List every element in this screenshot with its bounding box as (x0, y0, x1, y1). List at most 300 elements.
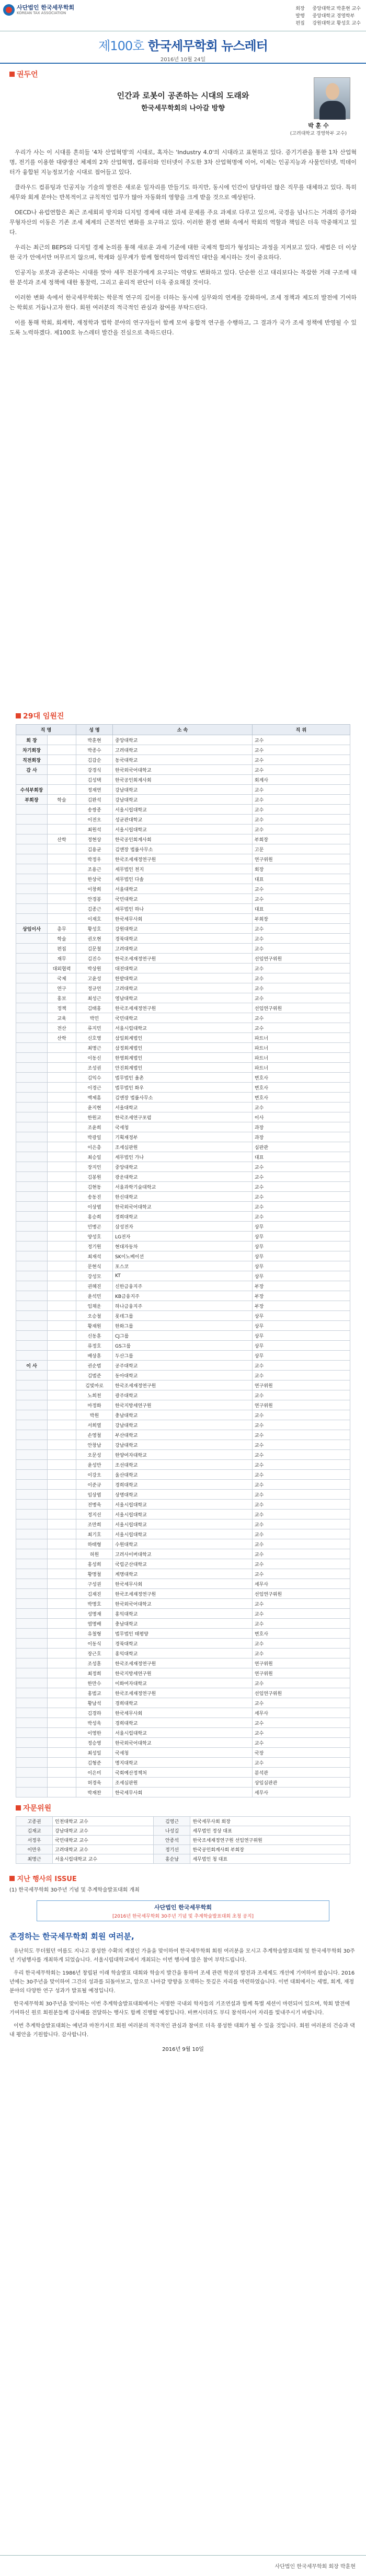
table-row (16, 1251, 350, 1261)
table-row (16, 785, 350, 795)
table-cell-pos (48, 1152, 76, 1162)
table-cell-org: 서울대학교 (113, 884, 253, 894)
table-cell-cat (16, 1658, 48, 1668)
table-cell-pos (48, 745, 76, 755)
table-cell-cat (16, 973, 48, 983)
table-cell-cat (16, 1390, 48, 1400)
table-cell-cat (16, 1698, 48, 1708)
table-cell-org: 국세청 (113, 1122, 253, 1132)
table-cell-org: 안진회계법인 (113, 1063, 253, 1073)
table-row (16, 1440, 350, 1450)
table-cell-pos (48, 1758, 76, 1768)
table-cell-cat (16, 1440, 48, 1450)
table-cell-rank: 부장 (252, 1291, 350, 1301)
table-cell-pos (48, 1331, 76, 1341)
table-row (16, 1826, 350, 1836)
table-cell-name: 고윤성 (76, 973, 113, 983)
table-cell-cat (16, 1430, 48, 1440)
table-cell-name: 윤석민 (76, 1291, 113, 1301)
table-cell-pos: 산학 (48, 1033, 76, 1043)
table-cell-name: 이상엽 (76, 1202, 113, 1212)
greeting-title: 인간과 로봇이 공존하는 시대의 도래와 (117, 91, 249, 100)
table-cell-pos (48, 1261, 76, 1271)
table-cell-cat (16, 1132, 48, 1142)
table-cell-pos (48, 1232, 76, 1241)
table-cell-rank: 파트너 (252, 1053, 350, 1063)
advisor-cell-a: 고종권 (16, 1817, 53, 1826)
table-cell-pos (48, 1510, 76, 1519)
table-row (16, 1559, 350, 1569)
table-cell-cat (16, 904, 48, 914)
table-cell-cat (16, 1450, 48, 1460)
table-row (16, 1768, 350, 1778)
table-cell-org: 두산그룹 (113, 1351, 253, 1361)
table-cell-cat (16, 884, 48, 894)
table-row (16, 1212, 350, 1222)
table-cell-name: 장지인 (76, 1162, 113, 1172)
table-cell-name: 조용근 (76, 864, 113, 874)
table-cell-cat (16, 1073, 48, 1083)
table-row (16, 1678, 350, 1688)
table-cell-name: 윤지현 (76, 1103, 113, 1112)
table-cell-cat (16, 1192, 48, 1202)
table-cell-pos (48, 874, 76, 884)
table-cell-name: 김범준 (76, 1371, 113, 1380)
table-cell-name: 김익수 (76, 1073, 113, 1083)
table-cell-rank: 교수 (252, 1549, 350, 1559)
table-cell-cat (16, 1619, 48, 1629)
table-cell-cat (16, 1043, 48, 1053)
table-cell-pos (48, 1093, 76, 1103)
info-key: 회장 (295, 6, 305, 11)
table-cell-cat (16, 1728, 48, 1738)
info-value: 강원대학교 황성호 교수 (312, 21, 361, 26)
table-cell-cat (16, 1539, 48, 1549)
table-row (16, 1629, 350, 1639)
table-cell-org: 명지대학교 (113, 1758, 253, 1768)
table-row (16, 1460, 350, 1470)
table-cell-name: 정지선 (76, 1510, 113, 1519)
section-label (16, 711, 350, 721)
table-cell-rank: 상무 (252, 1311, 350, 1321)
table-cell-name: 이동신 (76, 1053, 113, 1063)
table-cell-rank: 교수 (252, 1738, 350, 1748)
table-cell-pos (48, 1708, 76, 1718)
table-cell-name: 민병곤 (76, 1222, 113, 1232)
table-row (16, 1708, 350, 1718)
officers-table (16, 724, 350, 1797)
table-cell-name: 이동식 (76, 1639, 113, 1649)
table-cell-pos (48, 1658, 76, 1668)
table-cell-name: 정현상 (76, 834, 113, 844)
table-cell-cat (16, 775, 48, 785)
table-row (16, 993, 350, 1003)
table-cell-rank: 고문 (252, 844, 350, 854)
table-cell-cat (16, 1678, 48, 1688)
table-cell-org: 기획재정부 (113, 1132, 253, 1142)
notice-label (9, 1873, 357, 1883)
table-row (16, 1063, 350, 1073)
advisors-label: 자문위원 (23, 1804, 52, 1813)
greeting-paragraph: OECD나 유럽연합은 최근 조세회피 방지와 디지털 경제에 대한 과세 문제를 주요 과제로 다루고 있으며, 국경을 넘나드는 거래의 증가와 무형자산의 이동은 기존 조세 체계의 근본적인 변화를 요구하고 있다. 이러한 환경 변화 속에서 학회의 역할과 책임은 더욱 막중해지고 있다. (9, 209, 357, 236)
advisor-cell-b: 김영근 (154, 1817, 190, 1826)
table-cell-pos (48, 1410, 76, 1420)
table-cell-pos (48, 1500, 76, 1510)
table-cell-pos (48, 1639, 76, 1649)
table-row (16, 1589, 350, 1599)
advisor-cell-bo: 한국세무사회 회장 (190, 1817, 350, 1826)
table-cell-rank: 회장 (252, 864, 350, 874)
table-cell-name: 최재석 (76, 1251, 113, 1261)
table-cell-pos (48, 1182, 76, 1192)
table-cell-pos (48, 1390, 76, 1400)
table-cell-pos (48, 1311, 76, 1321)
table-cell-rank: 교수 (252, 1559, 350, 1569)
table-cell-cat (16, 874, 48, 884)
advisor-cell-a: 서정우 (16, 1836, 53, 1845)
table-cell-name: 박광일 (76, 1132, 113, 1142)
table-cell-rank: 교수 (252, 1192, 350, 1202)
greeting-paragraph: 이러한 변화 속에서 한국세무학회는 학문적 연구의 깊이를 더하는 동시에 실무와의 연계를 강화하여, 조세 정책과 제도의 발전에 기여하는 학회로 거듭나고자 한다. 회원 여러분의 적극적인 관심과 참여를 부탁드린다. (9, 294, 357, 311)
table-row (16, 1539, 350, 1549)
table-cell-org: 서울시립대학교 (113, 825, 253, 834)
table-cell-cat (16, 1232, 48, 1241)
table-cell-pos: 홍보 (48, 993, 76, 1003)
table-cell-rank: 심판관 (252, 1142, 350, 1152)
table-cell-name: 박재찬 (76, 1788, 113, 1797)
table-cell-name: 정규언 (76, 983, 113, 993)
table-cell-pos (48, 1301, 76, 1311)
table-cell-name: 송동진 (76, 1192, 113, 1202)
advisor-cell-a: 김재교 (16, 1826, 53, 1836)
author-name: 박 훈 수 (308, 122, 329, 129)
table-row (16, 1649, 350, 1658)
table-cell-rank: 세무사 (252, 1788, 350, 1797)
table-cell-pos (48, 1212, 76, 1222)
table-cell-org: 홍익대학교 (113, 1649, 253, 1658)
table-cell-name: 김성택 (76, 775, 113, 785)
table-cell-pos (48, 1251, 76, 1261)
table-cell-org: 서울시립대학교 (113, 1728, 253, 1738)
table-cell-org: 삼정회계법인 (113, 1043, 253, 1053)
table-row (16, 1758, 350, 1768)
table-cell-org: 조세심판원 (113, 1778, 253, 1788)
table-cell-rank: 연구위원 (252, 1658, 350, 1668)
table-cell-pos (48, 1142, 76, 1152)
table-cell-name: 김형준 (76, 1758, 113, 1768)
table-cell-rank: 연구위원 (252, 1668, 350, 1678)
table-cell-pos (48, 1202, 76, 1212)
info-key: 발행 (295, 14, 305, 19)
table-cell-rank: 연구위원 (252, 854, 350, 864)
table-row (16, 1351, 350, 1361)
table-cell-name: 이전오 (76, 815, 113, 825)
table-cell-rank: 교수 (252, 1202, 350, 1212)
table-cell-pos (48, 775, 76, 785)
table-cell-org: 영남대학교 (113, 993, 253, 1003)
table-cell-name: 염명배 (76, 1619, 113, 1629)
table-row (16, 973, 350, 983)
table-cell-pos (48, 1579, 76, 1589)
table-row (16, 1529, 350, 1539)
table-cell-org: 한국세무사회 (113, 1579, 253, 1589)
table-cell-rank: 교수 (252, 745, 350, 755)
author-credit (284, 121, 352, 136)
table-cell-cat (16, 1460, 48, 1470)
table-row (16, 884, 350, 894)
table-cell-name: 노희천 (76, 1390, 113, 1400)
table-cell-pos: 연구 (48, 983, 76, 993)
table-cell-org: 충남대학교 (113, 1619, 253, 1629)
table-cell-name: 한상국 (76, 874, 113, 884)
table-cell-rank: 부장 (252, 1281, 350, 1291)
table-cell-cat (16, 1172, 48, 1182)
table-cell-pos: 학술 (48, 795, 76, 805)
table-row (16, 914, 350, 924)
table-cell-org: 경북대학교 (113, 934, 253, 944)
table-cell-pos (48, 735, 76, 745)
table-cell-rank: 파트너 (252, 1063, 350, 1073)
table-cell-org: KB금융지주 (113, 1291, 253, 1301)
table-cell-org: 대전대학교 (113, 964, 253, 973)
table-row (16, 1658, 350, 1668)
table-cell-pos (48, 1073, 76, 1083)
table-row (16, 1519, 350, 1529)
table-cell-org: 한신대학교 (113, 1192, 253, 1202)
table-row (16, 1698, 350, 1708)
table-cell-pos (48, 1450, 76, 1460)
table-cell-name: 박원 (76, 1410, 113, 1420)
table-row (16, 1261, 350, 1271)
table-cell-pos (48, 1549, 76, 1559)
table-cell-pos: 학술 (48, 934, 76, 944)
table-cell-name: 허원 (76, 1549, 113, 1559)
notice-label-text: 지난 행사의 ISSUE (17, 1875, 77, 1883)
table-cell-cat (16, 1758, 48, 1768)
table-cell-cat (16, 1519, 48, 1529)
table-cell-cat (16, 1609, 48, 1619)
table-cell-name: 허경욱 (76, 1778, 113, 1788)
table-cell-org: 삼일회계법인 (113, 1033, 253, 1043)
table-cell-org: 한국외국어대학교 (113, 765, 253, 775)
table-cell-pos: 총무 (48, 924, 76, 934)
table-cell-pos (48, 1668, 76, 1678)
table-cell-name: 박민 (76, 1013, 113, 1023)
notice-section (0, 1864, 366, 2052)
table-cell-cat (16, 1023, 48, 1033)
table-cell-org: 서울시립대학교 (113, 805, 253, 815)
table-cell-rank: 부회장 (252, 914, 350, 924)
table-cell-name: 최성근 (76, 993, 113, 1003)
table-row (16, 904, 350, 914)
table-cell-name: 박정우 (76, 854, 113, 864)
table-cell-name: 박상원 (76, 964, 113, 973)
table-cell-cat (16, 1668, 48, 1678)
table-row (16, 1192, 350, 1202)
table-row (16, 1152, 350, 1162)
advisor-cell-ao: 국민대학교 교수 (53, 1836, 154, 1845)
table-cell-name: 류지민 (76, 1023, 113, 1033)
table-cell-cat (16, 1291, 48, 1301)
table-cell-name: 조성훈 (76, 1658, 113, 1668)
table-row (16, 1033, 350, 1043)
table-cell-pos (48, 864, 76, 874)
table-row (16, 1291, 350, 1301)
table-cell-org: 한국조세재정연구원 (113, 1380, 253, 1390)
table-cell-rank: 과장 (252, 1132, 350, 1142)
table-cell-cat (16, 964, 48, 973)
table-cell-cat (16, 1251, 48, 1261)
table-cell-org: 고려대학교 (113, 745, 253, 755)
table-cell-cat (16, 1003, 48, 1013)
table-cell-cat (16, 1470, 48, 1480)
table-cell-rank: 연구위원 (252, 1380, 350, 1390)
table-row (16, 1549, 350, 1559)
table-cell-pos (48, 1321, 76, 1331)
table-row (16, 1371, 350, 1380)
table-row (16, 1321, 350, 1331)
table-cell-rank: 교수 (252, 1440, 350, 1450)
table-cell-pos: 재무 (48, 954, 76, 964)
table-cell-name: 황명철 (76, 1569, 113, 1579)
table-cell-org: 강남대학교 (113, 785, 253, 795)
table-cell-cat (16, 1549, 48, 1559)
table-cell-org: 공주대학교 (113, 1361, 253, 1371)
table-cell-pos (48, 1698, 76, 1708)
table-cell-cat (16, 1569, 48, 1579)
table-row (16, 1639, 350, 1649)
table-row (16, 874, 350, 884)
table-cell-pos (48, 1132, 76, 1142)
table-cell-rank: 교수 (252, 993, 350, 1003)
notice-paragraph: 이번 추계학술발표대회는 예년과 마찬가지로 회원 여러분의 적극적인 관심과 참여로 더욱 풍성한 대회가 될 수 있을 것입니다. 회원 여러분의 건승과 댁내 평안을 기원합니다. 감사합니다. (9, 2023, 355, 2038)
table-cell-org: 한국외국어대학교 (113, 1738, 253, 1748)
table-cell-org: 세무법인 하나 (113, 904, 253, 914)
table-cell-org: 한국지방세연구원 (113, 1668, 253, 1678)
table-cell-name: 최승일 (76, 1152, 113, 1162)
table-cell-name: 정승영 (76, 1738, 113, 1748)
table-cell-cat (16, 993, 48, 1003)
table-cell-pos (48, 1271, 76, 1281)
table-cell-cat (16, 1063, 48, 1073)
author-portrait (314, 77, 350, 119)
table-row (16, 844, 350, 854)
table-cell-rank: 부회장 (252, 834, 350, 844)
table-cell-org: 한국세무사회 (113, 1708, 253, 1718)
table-cell-name: 전병욱 (76, 1500, 113, 1510)
table-cell-name: 김완석 (76, 795, 113, 805)
table-cell-cat (16, 1142, 48, 1152)
table-cell-org: 한화그룹 (113, 1321, 253, 1331)
table-cell-pos (48, 1063, 76, 1073)
table-cell-cat (16, 1182, 48, 1192)
table-cell-org: 한국조세재정연구원 (113, 1688, 253, 1698)
table-cell-rank: 선임연구위원 (252, 1589, 350, 1599)
table-row (16, 864, 350, 874)
table-cell-pos (48, 1688, 76, 1698)
table-cell-org: 서울시립대학교 (113, 1510, 253, 1519)
logo-icon (3, 4, 15, 16)
table-cell-pos (48, 765, 76, 775)
table-cell-rank: 상무 (252, 1222, 350, 1232)
table-row (16, 795, 350, 805)
table-cell-cat (16, 1341, 48, 1351)
table-cell-rank: 교수 (252, 1430, 350, 1440)
table-row (16, 775, 350, 785)
table-cell-name: 윤성만 (76, 1460, 113, 1470)
table-cell-rank: 교수 (252, 1649, 350, 1658)
table-row (16, 894, 350, 904)
table-row (16, 1222, 350, 1232)
table-cell-cat: 차기회장 (16, 745, 48, 755)
table-cell-pos (48, 1519, 76, 1529)
table-cell-org: 한국공인회계사회 (113, 775, 253, 785)
info-key: 편집 (295, 21, 305, 26)
table-cell-name: 류정호 (76, 1341, 113, 1351)
table-cell-pos (48, 1768, 76, 1778)
table-cell-rank: 교수 (252, 1450, 350, 1460)
greeting-paragraph: 우리가 사는 이 시대를 흔히들 '4차 산업혁명'의 시대로, 혹자는 'Industry 4.0'의 시대라고 표현하고 있다. 증기기관을 통한 1차 산업혁명, 전기를 이용한 대량생산 체제의 2차 산업혁명, 컴퓨터와 인터넷이 주도한 3차 산업혁명에 이어, 이제는 인공지능과 사물인터넷, 빅데이터가 융합된 지능정보기술 시대로 접어들고 있다. (9, 149, 357, 176)
table-cell-rank: 교수 (252, 1510, 350, 1519)
table-cell-rank: 교수 (252, 1182, 350, 1192)
table-cell-rank: 교수 (252, 1013, 350, 1023)
table-cell-name: 신호영 (76, 1033, 113, 1043)
table-cell-pos (48, 1470, 76, 1480)
table-cell-cat (16, 1599, 48, 1609)
table-cell-pos (48, 1083, 76, 1093)
table-row (16, 1450, 350, 1460)
table-cell-cat (16, 983, 48, 993)
table-cell-org: 신한금융지주 (113, 1281, 253, 1291)
table-cell-pos (48, 1480, 76, 1490)
table-cell-pos (48, 844, 76, 854)
table-cell-rank: 교수 (252, 983, 350, 993)
table-cell-pos (48, 1430, 76, 1440)
table-cell-pos (48, 1361, 76, 1371)
table-row (16, 1202, 350, 1212)
table-cell-cat (16, 1559, 48, 1569)
table-cell-name: 오승철 (76, 1311, 113, 1321)
table-cell-name: 홍승희 (76, 1212, 113, 1222)
advisors-table (16, 1816, 350, 1864)
table-cell-org: 경희대학교 (113, 1212, 253, 1222)
table-cell-rank: 상무 (252, 1341, 350, 1351)
table-cell-pos (48, 1112, 76, 1122)
table-row (16, 825, 350, 834)
table-row (16, 1232, 350, 1241)
table-row (16, 1579, 350, 1589)
table-cell-cat (16, 1152, 48, 1162)
table-cell-org: 한국공인회계사회 (113, 834, 253, 844)
table-cell-rank: 상무 (252, 1241, 350, 1251)
table-row (16, 1241, 350, 1251)
table-cell-pos (48, 1192, 76, 1202)
table-cell-org: 삼성전자 (113, 1222, 253, 1232)
table-row (16, 1748, 350, 1758)
table-row (16, 1281, 350, 1291)
table-cell-cat (16, 1748, 48, 1758)
table-cell-cat (16, 1033, 48, 1043)
table-cell-rank: 상무 (252, 1331, 350, 1341)
table-row (16, 1788, 350, 1797)
table-cell-org: 한국조세연구포럼 (113, 1112, 253, 1122)
table-cell-rank: 교수 (252, 1698, 350, 1708)
table-row (16, 1093, 350, 1103)
table-cell-rank: 분석관 (252, 1768, 350, 1778)
table-cell-rank: 상무 (252, 1271, 350, 1281)
table-cell-name: 홍성희 (76, 1559, 113, 1569)
table-cell-rank: 선임연구위원 (252, 1003, 350, 1013)
